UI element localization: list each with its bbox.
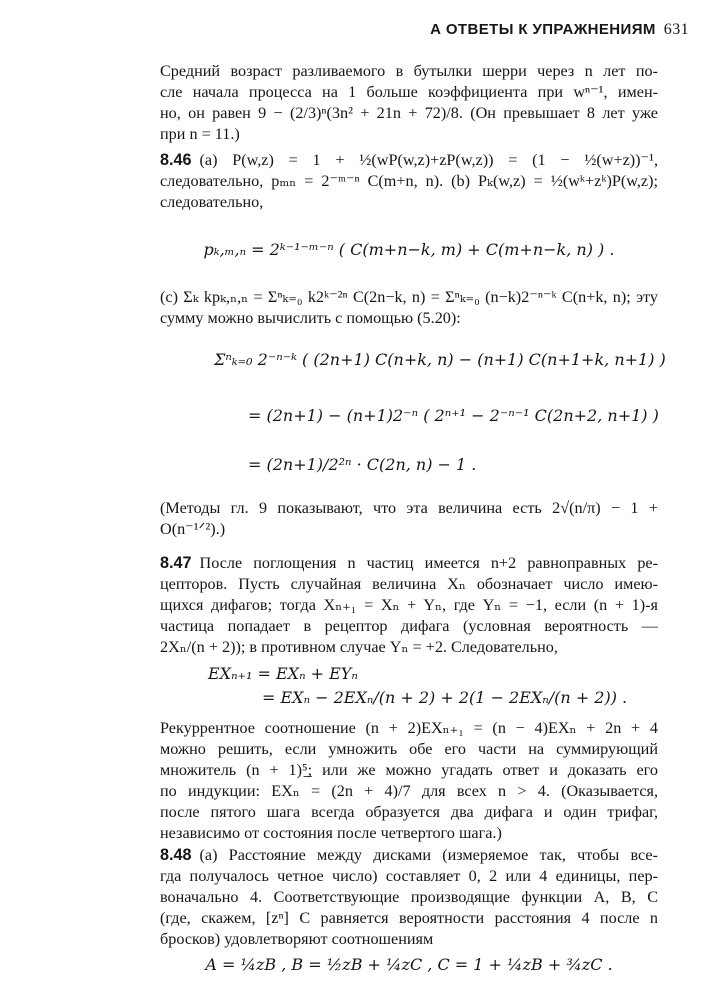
text-line: следовательно, [160,193,264,211]
exercise-8-47-solution [160,718,658,844]
exercise-8-48 [160,845,658,950]
text-line: сле начала процесса на 1 больше коэффициента при wⁿ⁻¹, имен- [160,83,658,101]
text-line: 2Xₙ/(n + 2)); в противном случае Yₙ = +2. Следовательно, [160,638,558,656]
text-line: (где, скажем, [zⁿ] C равняется вероятности расстояния 4 после n [160,909,658,927]
text-line: Рекуррентное соотношение (n + 2)EXₙ₊₁ = (n − 4)EXₙ + 2n + 4 [160,719,658,737]
equation-sum-line-1: Σⁿₖ₌₀ 2⁻ⁿ⁻ᵏ ( (2n+1) C(n+k, n) − (n+1) C(n+1+k, n+1) ) [214,350,666,369]
exercise-number: 8.48 [160,846,192,864]
text-line: но, он равен 9 − (2/3)ⁿ(3n² + 21n + 72)/8. (Он превышает 8 лет уже [160,104,658,122]
text-line: (c) Σₖ kpₖ,ₙ,ₙ = Σⁿₖ₌₀ k2ᵏ⁻²ⁿ C(2n−k, n) = Σⁿₖ₌₀ (n−k)2⁻ⁿ⁻ᵏ C(n+k, n); эту [160,288,658,306]
text-line: воначально 4. Соответствующие производящие функции A, B, C [160,888,658,906]
equation-ex-1: EXₙ₊₁ = EXₙ + EYₙ [208,664,358,683]
running-header [430,21,689,39]
exercise-8-47 [160,553,658,658]
text-line: (a) P(w,z) = 1 + ½(wP(w,z)+zP(w,z)) = (1 − ½(w+z))⁻¹, [199,151,658,169]
text-line: (Методы гл. 9 показывают, что эта величина есть 2√(n/π) − 1 + [160,499,658,517]
page-number: 631 [663,21,689,38]
text-line: (a) Расстояние между дисками (измеряемое так, чтобы все- [199,846,658,864]
exercise-8-46 [160,150,658,213]
intro-paragraph [160,61,658,145]
equation-generating-functions: A = ¼zB , B = ½zB + ¼zC , C = 1 + ¼zB + ¾zC . [205,955,613,974]
equation-p-kmn: pₖ,ₘ,ₙ = 2ᵏ⁻¹⁻ᵐ⁻ⁿ ( C(m+n−k, m) + C(m+n−k, n) ) . [203,240,615,259]
text-line: множитель (n + 1)⁵̲; или же можно угадать ответ и доказать его [160,761,658,779]
equation-ex-2: = EXₙ − 2EXₙ/(n + 2) + 2(1 − 2EXₙ/(n + 2)) . [262,688,628,707]
text-line: гда получалось четное число) составляет 0, 2 или 4 единицы, пер- [160,867,658,885]
exercise-number: 8.46 [160,151,192,169]
equation-sum-line-3: = (2n+1)/2²ⁿ · C(2n, n) − 1 . [248,455,477,474]
text-line: при n = 11.) [160,125,240,143]
text-line: После поглощения n частиц имеется n+2 равноправных ре- [199,554,658,572]
text-line: цепторов. Пусть случайная величина Xₙ обозначает число имею- [160,575,658,593]
text-line: щихся дифагов; тогда Xₙ₊₁ = Xₙ + Yₙ, где Yₙ = −1, если (n + 1)-я [160,596,658,614]
text-line: Средний возраст разливаемого в бутылки шерри через n лет по- [160,62,658,80]
exercise-8-46-note [160,498,658,540]
exercise-8-46-part-c [160,287,658,329]
text-line: O(n⁻¹ᐟ²).) [160,520,226,538]
text-line: сумму можно вычислить с помощью (5.20): [160,309,461,327]
text-line: следовательно, pₘₙ = 2⁻ᵐ⁻ⁿ C(m+n, n). (b) Pₖ(w,z) = ½(wᵏ+zᵏ)P(w,z); [160,172,658,190]
text-line: после пятого шага всегда образуется два дифага и один трифаг, [160,803,658,821]
header-title: А ОТВЕТЫ К УПРАЖНЕНИЯМ [430,21,656,38]
equation-sum-line-2: = (2n+1) − (n+1)2⁻ⁿ ( 2ⁿ⁺¹ − 2⁻ⁿ⁻¹ C(2n+2, n+1) ) [248,406,659,425]
text-line: независимо от состояния после четвертого шага.) [160,824,502,842]
text-line: можно решить, если умножить обе его части на суммирующий [160,740,658,758]
text-line: бросков) удовлетворяют соотношениям [160,930,434,948]
text-line: по индукции: EXₙ = (2n + 4)/7 для всех n > 4. (Оказывается, [160,782,658,800]
exercise-number: 8.47 [160,554,192,572]
text-line: частица попадает в рецептор дифага (условная вероятность — [160,617,658,635]
